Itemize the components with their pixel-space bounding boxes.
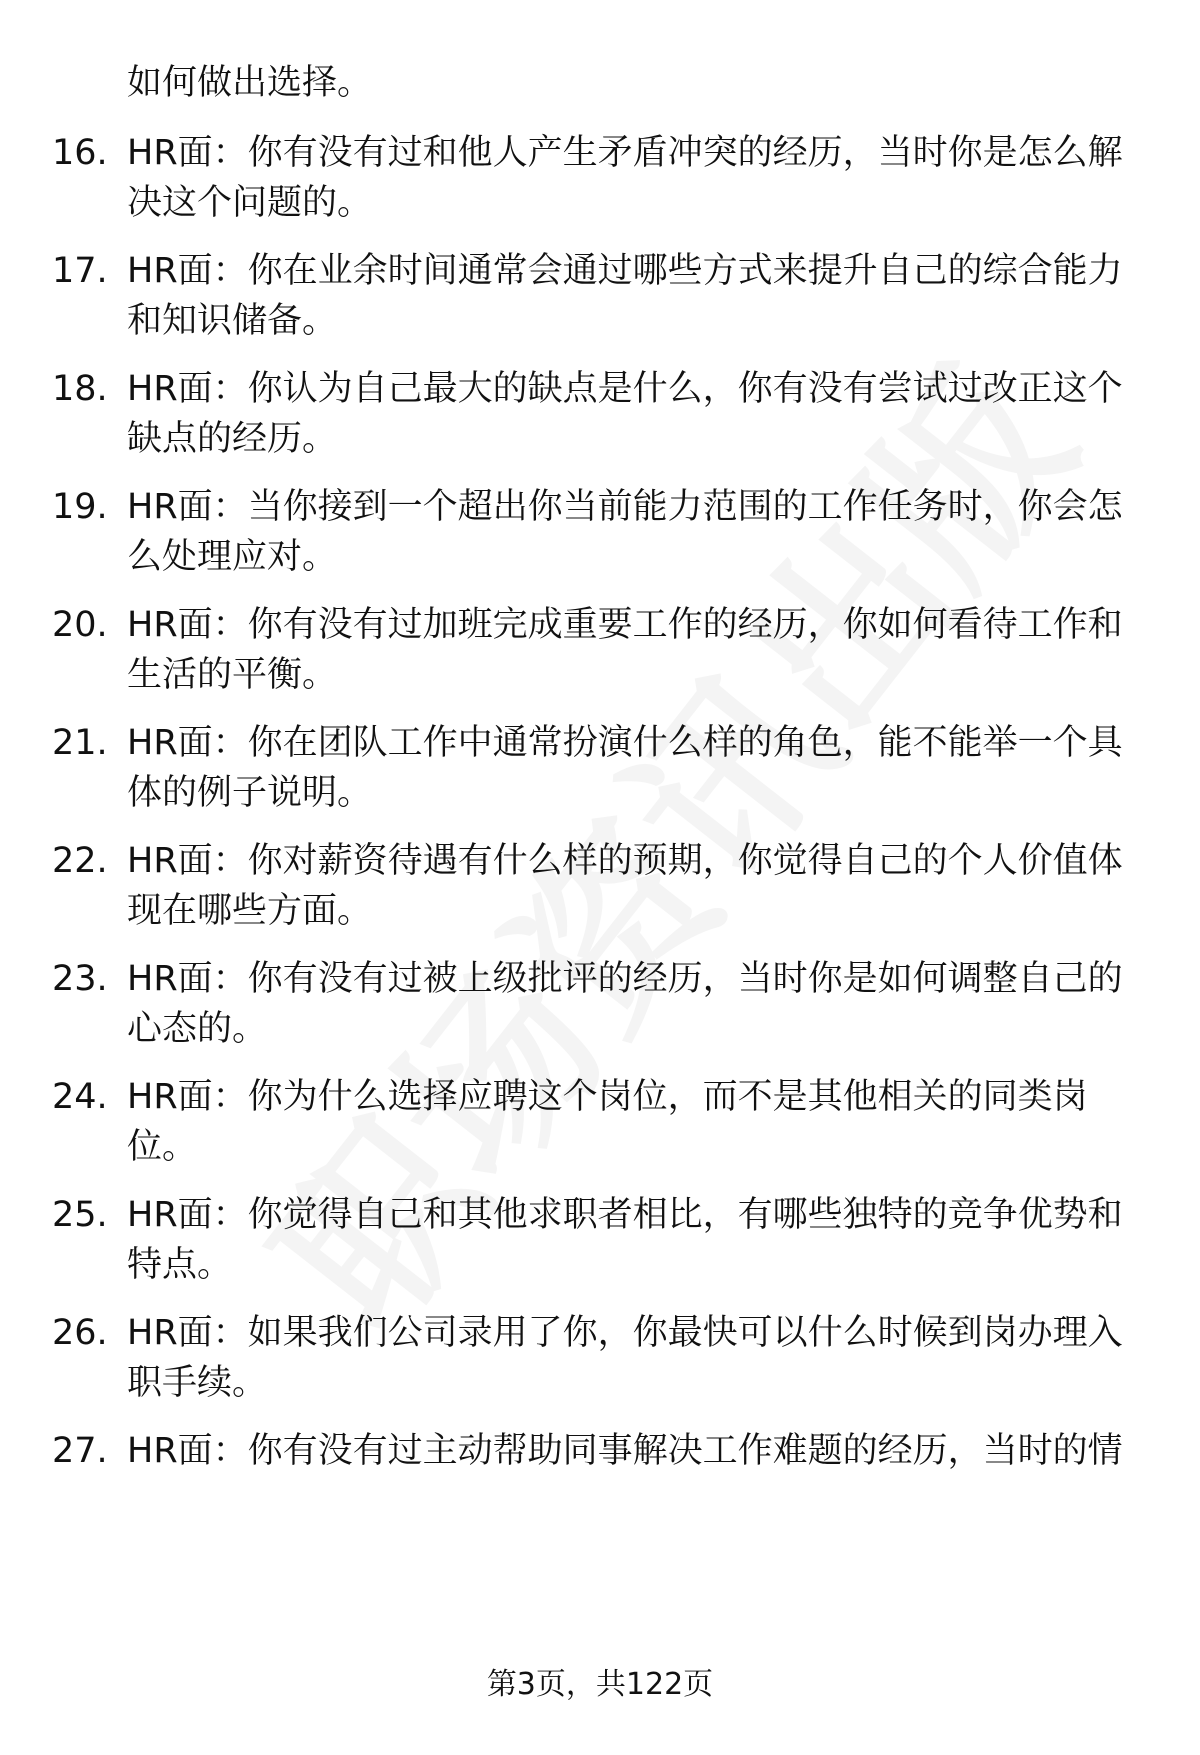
item-text: HR面：你在业余时间通常会通过哪些方式来提升自己的综合能力和知识储备。: [127, 251, 1123, 341]
item-number: 26.: [52, 1313, 108, 1353]
item-number: 16.: [52, 133, 108, 173]
item-text: HR面：你觉得自己和其他求职者相比，有哪些独特的竞争优势和特点。: [127, 1195, 1123, 1285]
page-number: 第3页，共122页: [486, 1667, 714, 1702]
item-text: HR面：你有没有过主动帮助同事解决工作难题的经历，当时的情: [127, 1431, 1123, 1471]
item-number: 25.: [52, 1195, 108, 1235]
item-text: HR面：你认为自己最大的缺点是什么，你有没有尝试过改正这个缺点的经历。: [127, 369, 1123, 459]
item-number: 19.: [52, 487, 108, 527]
item-text: HR面：你有没有过被上级批评的经历，当时你是如何调整自己的心态的。: [127, 959, 1123, 1049]
item-number: 18.: [52, 369, 108, 409]
item-text: HR面：当你接到一个超出你当前能力范围的工作任务时，你会怎么处理应对。: [127, 487, 1123, 577]
item-text: HR面：你为什么选择应聘这个岗位，而不是其他相关的同类岗位。: [127, 1077, 1088, 1167]
item-text: HR面：你在团队工作中通常扮演什么样的角色，能不能举一个具体的例子说明。: [127, 723, 1123, 813]
item-number: 23.: [52, 959, 108, 999]
item-text: HR面：你有没有过加班完成重要工作的经历，你如何看待工作和生活的平衡。: [127, 605, 1123, 695]
item-number: 20.: [52, 605, 108, 645]
continued-text: 如何做出选择。: [127, 63, 373, 103]
item-number: 17.: [52, 251, 108, 291]
item-number: 27.: [52, 1431, 108, 1471]
item-number: 22.: [52, 841, 108, 881]
item-text: HR面：你对薪资待遇有什么样的预期，你觉得自己的个人价值体现在哪些方面。: [127, 841, 1123, 931]
item-text: HR面：你有没有过和他人产生矛盾冲突的经历，当时你是怎么解决这个问题的。: [127, 133, 1123, 223]
item-text: HR面：如果我们公司录用了你，你最快可以什么时候到岗办理入职手续。: [127, 1313, 1123, 1403]
item-number: 24.: [52, 1077, 108, 1117]
item-number: 21.: [52, 723, 108, 763]
